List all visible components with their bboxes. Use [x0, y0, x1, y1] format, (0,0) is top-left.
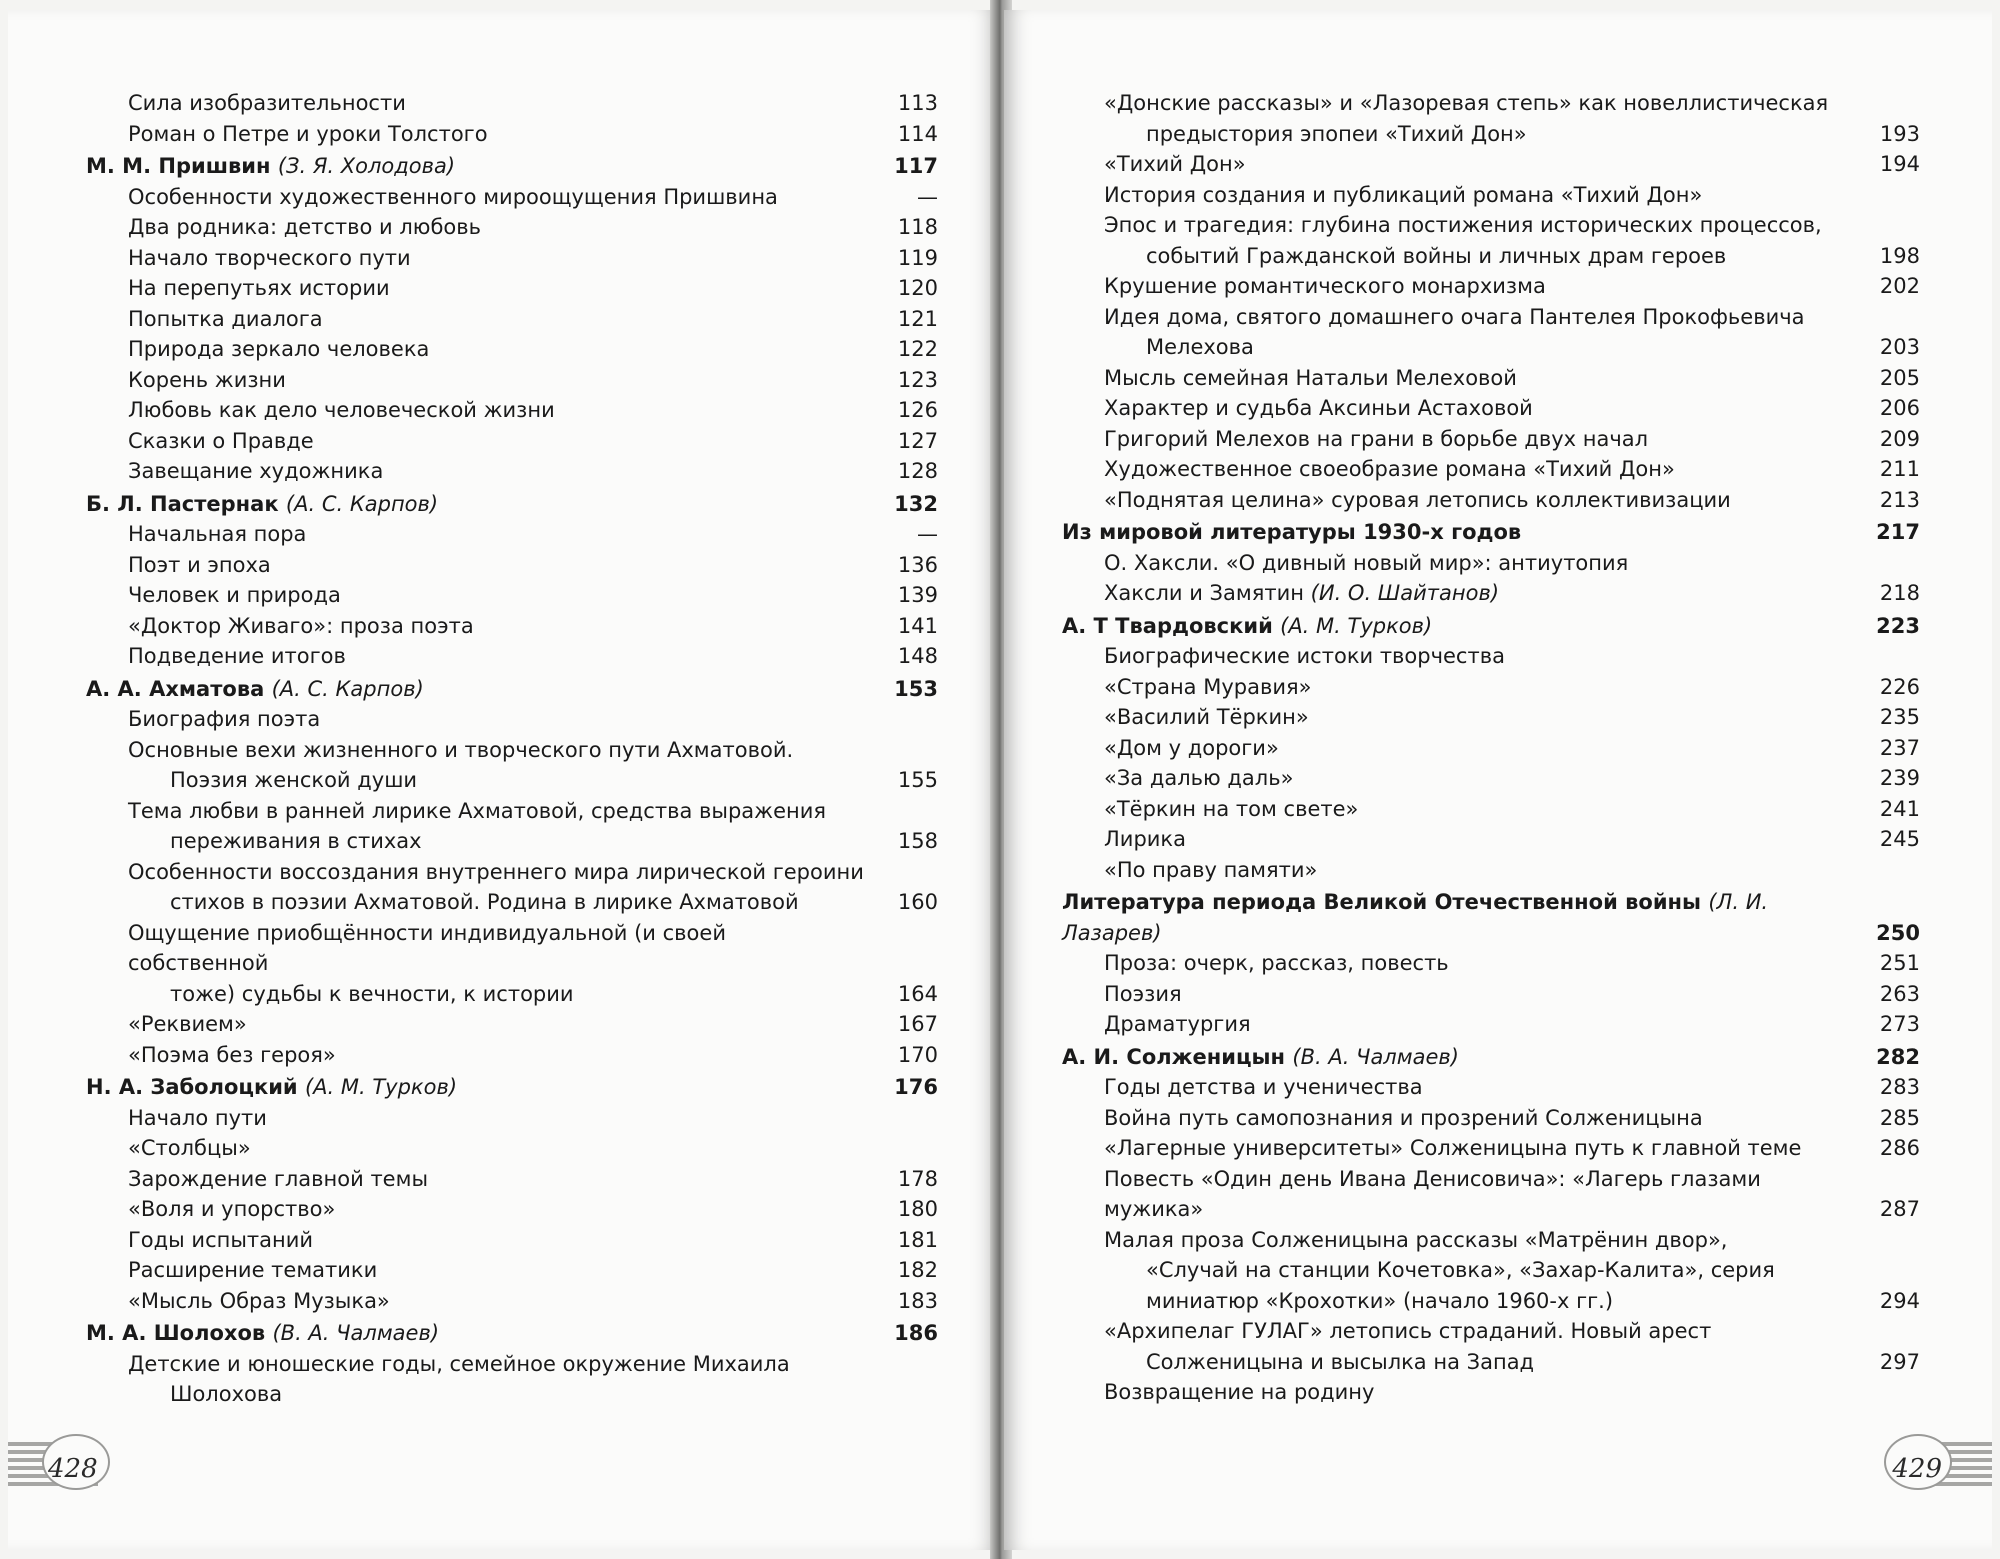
- toc-entry[interactable]: [86, 918, 938, 1010]
- entry-title: Лирика: [1104, 827, 1186, 851]
- toc-entry[interactable]: [86, 212, 938, 243]
- entry-page-number: 241: [1879, 796, 1920, 821]
- entry-page-number: 193: [1879, 121, 1920, 146]
- entry-title: Биографические истоки творчества: [1104, 644, 1505, 668]
- section-author: А. А. Ахматова: [86, 676, 265, 701]
- entry-title: Возвращение на родину: [1104, 1380, 1375, 1404]
- entry-page-number: 155: [897, 768, 938, 792]
- toc-entry[interactable]: [86, 1225, 938, 1256]
- entry-title: Хаксли и Замятин: [1104, 581, 1304, 605]
- section-critic: (В. А. Чалмаев): [1292, 1044, 1459, 1069]
- entry-title-continuation: «Случай на станции Кочетовка», «Захар-Калита», серия миниатюр «Крохотки» (начало 1960-х гг.): [1146, 1258, 1775, 1313]
- entry-page-number: 273: [1879, 1012, 1920, 1036]
- entry-title: Роман о Петре и уроки Толстого: [128, 121, 488, 146]
- toc-entry[interactable]: [1062, 424, 1920, 455]
- section-critic: (Л. И. Лазарев): [1062, 890, 1769, 945]
- entry-page-number: 194: [1879, 152, 1920, 176]
- entry-title: Сказки о Правде: [128, 428, 314, 453]
- entry-page-number: 167: [897, 1012, 938, 1036]
- entry-title: Начало пути: [128, 1105, 267, 1130]
- toc-entry[interactable]: [1062, 1316, 1920, 1377]
- entry-page-number: 158: [897, 829, 938, 853]
- left-toc: [86, 88, 938, 1410]
- entry-title: Художественное своеобразие романа «Тихий Дон»: [1104, 457, 1675, 481]
- toc-entry[interactable]: [86, 611, 938, 642]
- toc-entry[interactable]: [86, 1133, 938, 1164]
- entry-title: Драматургия: [1104, 1012, 1251, 1036]
- entry-title: «Тихий Дон»: [1104, 152, 1246, 176]
- entry-page-number: 182: [897, 1258, 938, 1282]
- toc-entry[interactable]: [86, 119, 938, 150]
- section-author: М. А. Шолохов: [86, 1321, 266, 1345]
- toc-entry[interactable]: [1062, 855, 1920, 886]
- toc-entry[interactable]: [86, 704, 938, 735]
- entry-title: Годы детства и ученичества: [1104, 1075, 1423, 1099]
- entry-title: «Страна Муравия»: [1104, 674, 1312, 699]
- entry-title-continuation: Солженицына и высылка на Запад: [1146, 1349, 1535, 1374]
- toc-entry[interactable]: [1062, 824, 1920, 855]
- toc-entry[interactable]: [86, 796, 938, 857]
- right-page-number: 429: [1892, 1454, 1942, 1484]
- entry-page-number: 226: [1879, 674, 1920, 699]
- toc-entry[interactable]: [86, 1349, 938, 1410]
- entry-page-number: 128: [897, 459, 938, 483]
- entry-title: О. Хаксли. «О дивный новый мир»: антиутопия: [1104, 550, 1629, 575]
- entry-title-continuation: тоже) судьбы к вечности, к истории: [170, 981, 574, 1006]
- entry-page-number: 126: [897, 398, 938, 422]
- entry-title: На перепутьях истории: [128, 276, 390, 300]
- entry-page-number: 213: [1879, 487, 1920, 512]
- entry-title: Биография поэта: [128, 707, 321, 731]
- entry-title: Корень жизни: [128, 367, 286, 392]
- left-page: [8, 10, 998, 1550]
- entry-page-number: 251: [1879, 951, 1920, 975]
- entry-title: «Поднятая целина» суровая летопись коллективизации: [1104, 487, 1731, 512]
- entry-title: «Воля и упорство»: [128, 1197, 336, 1221]
- toc-entry[interactable]: [86, 857, 938, 918]
- section-author: М. М. Пришвин: [86, 154, 271, 178]
- entry-title: Расширение тематики: [128, 1258, 378, 1282]
- entry-title: «Столбцы»: [128, 1136, 251, 1160]
- section-critic: (В. А. Чалмаев): [272, 1321, 440, 1345]
- entry-page-number: 183: [897, 1288, 938, 1313]
- entry-page-number: 121: [897, 306, 938, 331]
- entry-title: «Поэма без героя»: [128, 1042, 336, 1067]
- entry-page-number: 250: [1876, 920, 1920, 945]
- entry-page-number: 285: [1879, 1105, 1920, 1130]
- toc-section-heading[interactable]: [86, 489, 938, 520]
- toc-entry[interactable]: [1062, 363, 1920, 394]
- entry-page-number: 118: [897, 215, 938, 239]
- entry-title: «Доктор Живаго»: проза поэта: [128, 613, 474, 638]
- section-author: Литература периода Великой Отечественной войны: [1062, 890, 1702, 914]
- toc-entry[interactable]: [86, 580, 938, 611]
- toc-section-heading[interactable]: [86, 674, 938, 705]
- entry-page-number: 239: [1879, 766, 1920, 790]
- section-critic: (А. М. Турков): [304, 1075, 458, 1099]
- entry-page-number: 160: [897, 890, 938, 914]
- toc-entry[interactable]: [1062, 979, 1920, 1010]
- toc-entry[interactable]: [86, 550, 938, 581]
- toc-section-heading[interactable]: [86, 151, 938, 182]
- toc-entry[interactable]: [1062, 578, 1920, 609]
- toc-entry[interactable]: [1062, 672, 1920, 703]
- entry-title: «По праву памяти»: [1104, 857, 1318, 882]
- entry-page-number: 122: [897, 337, 938, 361]
- entry-page-number: 180: [897, 1197, 938, 1221]
- entry-page-number: 148: [897, 644, 938, 668]
- entry-page-number: 202: [1879, 274, 1920, 298]
- entry-title-continuation: Мелехова: [1146, 335, 1254, 359]
- toc-entry[interactable]: [1062, 948, 1920, 979]
- toc-entry[interactable]: [86, 1040, 938, 1071]
- toc-entry[interactable]: [1062, 149, 1920, 180]
- toc-section-heading[interactable]: [1062, 887, 1920, 948]
- entry-title-continuation: переживания в стихах: [170, 829, 422, 853]
- entry-page-number: 178: [897, 1166, 938, 1191]
- entry-title: Поэзия: [1104, 981, 1182, 1006]
- toc-entry[interactable]: [86, 395, 938, 426]
- entry-page-number: 245: [1879, 827, 1920, 851]
- entry-title: Война путь самопознания и прозрений Солженицына: [1104, 1105, 1703, 1130]
- entry-page-number: 286: [1879, 1136, 1920, 1160]
- entry-title: Григорий Мелехов на грани в борьбе двух начал: [1104, 426, 1649, 451]
- toc-entry[interactable]: [86, 1194, 938, 1225]
- entry-title-continuation: Поэзия женской души: [170, 768, 418, 792]
- entry-title: Любовь как дело человеческой жизни: [128, 398, 555, 422]
- toc-entry[interactable]: [1062, 641, 1920, 672]
- entry-page-number: 170: [897, 1042, 938, 1067]
- entry-title: Зарождение главной темы: [128, 1166, 429, 1191]
- entry-page-number: 153: [894, 676, 938, 701]
- toc-entry[interactable]: [86, 365, 938, 396]
- entry-page-number: 127: [897, 428, 938, 453]
- left-page-number: 428: [48, 1454, 98, 1484]
- entry-page-number: 283: [1879, 1075, 1920, 1099]
- toc-entry[interactable]: [1062, 1164, 1920, 1225]
- toc-entry[interactable]: [1062, 733, 1920, 764]
- toc-entry[interactable]: [1062, 210, 1920, 271]
- entry-page-number: 237: [1879, 735, 1920, 760]
- toc-entry[interactable]: [1062, 1103, 1920, 1134]
- toc-entry[interactable]: [1062, 393, 1920, 424]
- entry-page-number: 181: [897, 1227, 938, 1252]
- toc-entry[interactable]: [86, 243, 938, 274]
- toc-entry[interactable]: [86, 1009, 938, 1040]
- entry-page-number: 120: [897, 276, 938, 300]
- entry-title: «Дом у дороги»: [1104, 735, 1279, 760]
- section-author: Из мировой литературы 1930-х годов: [1062, 520, 1522, 544]
- toc-entry[interactable]: [86, 641, 938, 672]
- toc-entry[interactable]: [86, 1103, 938, 1134]
- section-critic: (А. С. Карпов): [285, 491, 439, 516]
- entry-title: «Архипелаг ГУЛАГ» летопись страданий. Новый арест: [1104, 1319, 1712, 1343]
- entry-title: История создания и публикаций романа «Тихий Дон»: [1104, 182, 1703, 207]
- entry-page-number: 113: [897, 91, 938, 115]
- toc-entry[interactable]: [86, 304, 938, 335]
- toc-entry[interactable]: [1062, 1072, 1920, 1103]
- toc-entry[interactable]: [1062, 702, 1920, 733]
- entry-title: Человек и природа: [128, 583, 341, 607]
- entry-title: Завещание художника: [128, 459, 384, 483]
- toc-entry[interactable]: [1062, 88, 1920, 149]
- entry-title: Сила изобразительности: [128, 91, 406, 115]
- entry-title: Идея дома, святого домашнего очага Пантелея Прокофьевича: [1104, 304, 1805, 329]
- entry-page-number: 235: [1879, 705, 1920, 729]
- entry-title: Крушение романтического монархизма: [1104, 274, 1546, 298]
- entry-page-number: 117: [894, 154, 938, 178]
- entry-page-number: 297: [1879, 1349, 1920, 1374]
- entry-page-number: 287: [1879, 1197, 1920, 1221]
- toc-entry[interactable]: [1062, 180, 1920, 211]
- toc-entry[interactable]: [86, 273, 938, 304]
- entry-title: Мысль семейная Натальи Мелеховой: [1104, 365, 1517, 390]
- toc-entry[interactable]: [1062, 271, 1920, 302]
- toc-entry[interactable]: [1062, 454, 1920, 485]
- entry-title: «Реквием»: [128, 1012, 247, 1036]
- entry-page-number: 132: [894, 491, 938, 516]
- entry-title: Начальная пора: [128, 522, 307, 546]
- toc-section-heading[interactable]: [1062, 517, 1920, 548]
- toc-entry[interactable]: [1062, 1377, 1920, 1408]
- entry-title: Тема любви в ранней лирике Ахматовой, средства выражения: [128, 798, 826, 823]
- toc-section-heading[interactable]: [1062, 611, 1920, 642]
- entry-page-number: 206: [1879, 396, 1920, 420]
- section-critic: (З. Я. Холодова): [277, 154, 456, 178]
- entry-title: «За далью даль»: [1104, 766, 1294, 790]
- entry-title: Особенности художественного мироощущения Пришвина: [128, 184, 778, 209]
- section-author: Н. А. Заболоцкий: [86, 1075, 298, 1099]
- entry-title: Поэт и эпоха: [128, 552, 271, 577]
- entry-page-number: 205: [1879, 365, 1920, 390]
- entry-title: Природа зеркало человека: [128, 337, 430, 361]
- section-author: Б. Л. Пастернак: [86, 491, 279, 516]
- entry-title-continuation: событий Гражданской войны и личных драм героев: [1146, 243, 1727, 268]
- section-author: А. Т Твардовский: [1062, 613, 1273, 638]
- entry-page-number: 209: [1879, 426, 1920, 451]
- toc-entry[interactable]: [1062, 485, 1920, 516]
- entry-title: Два родника: детство и любовь: [128, 215, 482, 239]
- entry-title: «Василий Тёркин»: [1104, 705, 1309, 729]
- entry-page-number: 176: [894, 1075, 938, 1099]
- entry-title: «Донские рассказы» и «Лазоревая степь» как новеллистическая: [1104, 91, 1829, 115]
- toc-entry[interactable]: [1062, 763, 1920, 794]
- toc-entry[interactable]: [86, 1164, 938, 1195]
- section-author: А. И. Солженицын: [1062, 1044, 1286, 1069]
- entry-page-number: 294: [1879, 1288, 1920, 1313]
- entry-page-number: —: [917, 184, 938, 209]
- entry-title: Проза: очерк, рассказ, повесть: [1104, 951, 1449, 975]
- entry-page-number: 186: [894, 1321, 938, 1345]
- entry-title: «Лагерные университеты» Солженицына путь к главной теме: [1104, 1136, 1802, 1160]
- toc-entry[interactable]: [86, 456, 938, 487]
- entry-title: Малая проза Солженицына рассказы «Матрёнин двор»,: [1104, 1227, 1728, 1252]
- section-critic: (А. М. Турков): [1280, 613, 1433, 638]
- toc-entry[interactable]: [1062, 794, 1920, 825]
- toc-entry[interactable]: [1062, 1133, 1920, 1164]
- entry-title: Основные вехи жизненного и творческого пути Ахматовой.: [128, 737, 794, 762]
- entry-title: Детские и юношеские годы, семейное окружение Михаила: [128, 1351, 790, 1376]
- toc-entry[interactable]: [1062, 548, 1920, 579]
- entry-page-number: 211: [1879, 457, 1920, 481]
- toc-entry[interactable]: [1062, 1225, 1920, 1317]
- entry-page-number: 263: [1879, 981, 1920, 1006]
- entry-page-number: 123: [897, 367, 938, 392]
- entry-title: Особенности воссоздания внутреннего мира лирической героини: [128, 859, 864, 884]
- toc-entry[interactable]: [1062, 1009, 1920, 1040]
- entry-page-number: 217: [1876, 520, 1920, 544]
- entry-title: Ощущение приобщённости индивидуальной (и своей собственной: [128, 920, 726, 975]
- toc-entry[interactable]: [86, 426, 938, 457]
- entry-title: Характер и судьба Аксиньи Астаховой: [1104, 396, 1533, 420]
- toc-entry[interactable]: [1062, 302, 1920, 363]
- entry-page-number: 164: [897, 981, 938, 1006]
- entry-title-continuation: стихов в поэзии Ахматовой. Родина в лирике Ахматовой: [170, 890, 799, 914]
- entry-title: «Мысль Образ Музыка»: [128, 1288, 390, 1313]
- entry-page-number: 141: [897, 613, 938, 638]
- toc-section-heading[interactable]: [86, 1318, 938, 1349]
- entry-title: Начало творческого пути: [128, 245, 411, 270]
- toc-entry[interactable]: [86, 519, 938, 550]
- toc-section-heading[interactable]: [1062, 1042, 1920, 1073]
- right-page: [1004, 10, 1992, 1550]
- entry-title: Повесть «Один день Ивана Денисовича»: «Лагерь глазами мужика»: [1104, 1166, 1761, 1221]
- entry-critic: (И. О. Шайтанов): [1310, 581, 1500, 605]
- toc-entry[interactable]: [86, 735, 938, 796]
- entry-page-number: 198: [1879, 243, 1920, 268]
- entry-title-continuation: предыстория эпопеи «Тихий Дон»: [1146, 121, 1527, 146]
- entry-page-number: 119: [897, 245, 938, 270]
- entry-page-number: 114: [897, 121, 938, 146]
- entry-page-number: 136: [897, 552, 938, 577]
- entry-page-number: 218: [1879, 581, 1920, 605]
- toc-section-heading[interactable]: [86, 1072, 938, 1103]
- entry-page-number: 139: [897, 583, 938, 607]
- toc-entry[interactable]: [86, 334, 938, 365]
- entry-title: Попытка диалога: [128, 306, 323, 331]
- right-toc: [1062, 88, 1920, 1408]
- entry-title: Эпос и трагедия: глубина постижения исторических процессов,: [1104, 213, 1822, 237]
- toc-entry[interactable]: [86, 88, 938, 119]
- entry-title: «Тёркин на том свете»: [1104, 796, 1359, 821]
- toc-entry[interactable]: [86, 1286, 938, 1317]
- entry-page-number: 203: [1879, 335, 1920, 359]
- entry-title-continuation: Шолохова: [170, 1382, 283, 1406]
- toc-entry[interactable]: [86, 1255, 938, 1286]
- toc-entry[interactable]: [86, 182, 938, 213]
- entry-title: Годы испытаний: [128, 1227, 314, 1252]
- entry-page-number: —: [917, 522, 938, 546]
- section-critic: (А. С. Карпов): [271, 676, 424, 701]
- entry-page-number: 282: [1876, 1044, 1920, 1069]
- entry-page-number: 223: [1876, 613, 1920, 638]
- entry-title: Подведение итогов: [128, 644, 346, 668]
